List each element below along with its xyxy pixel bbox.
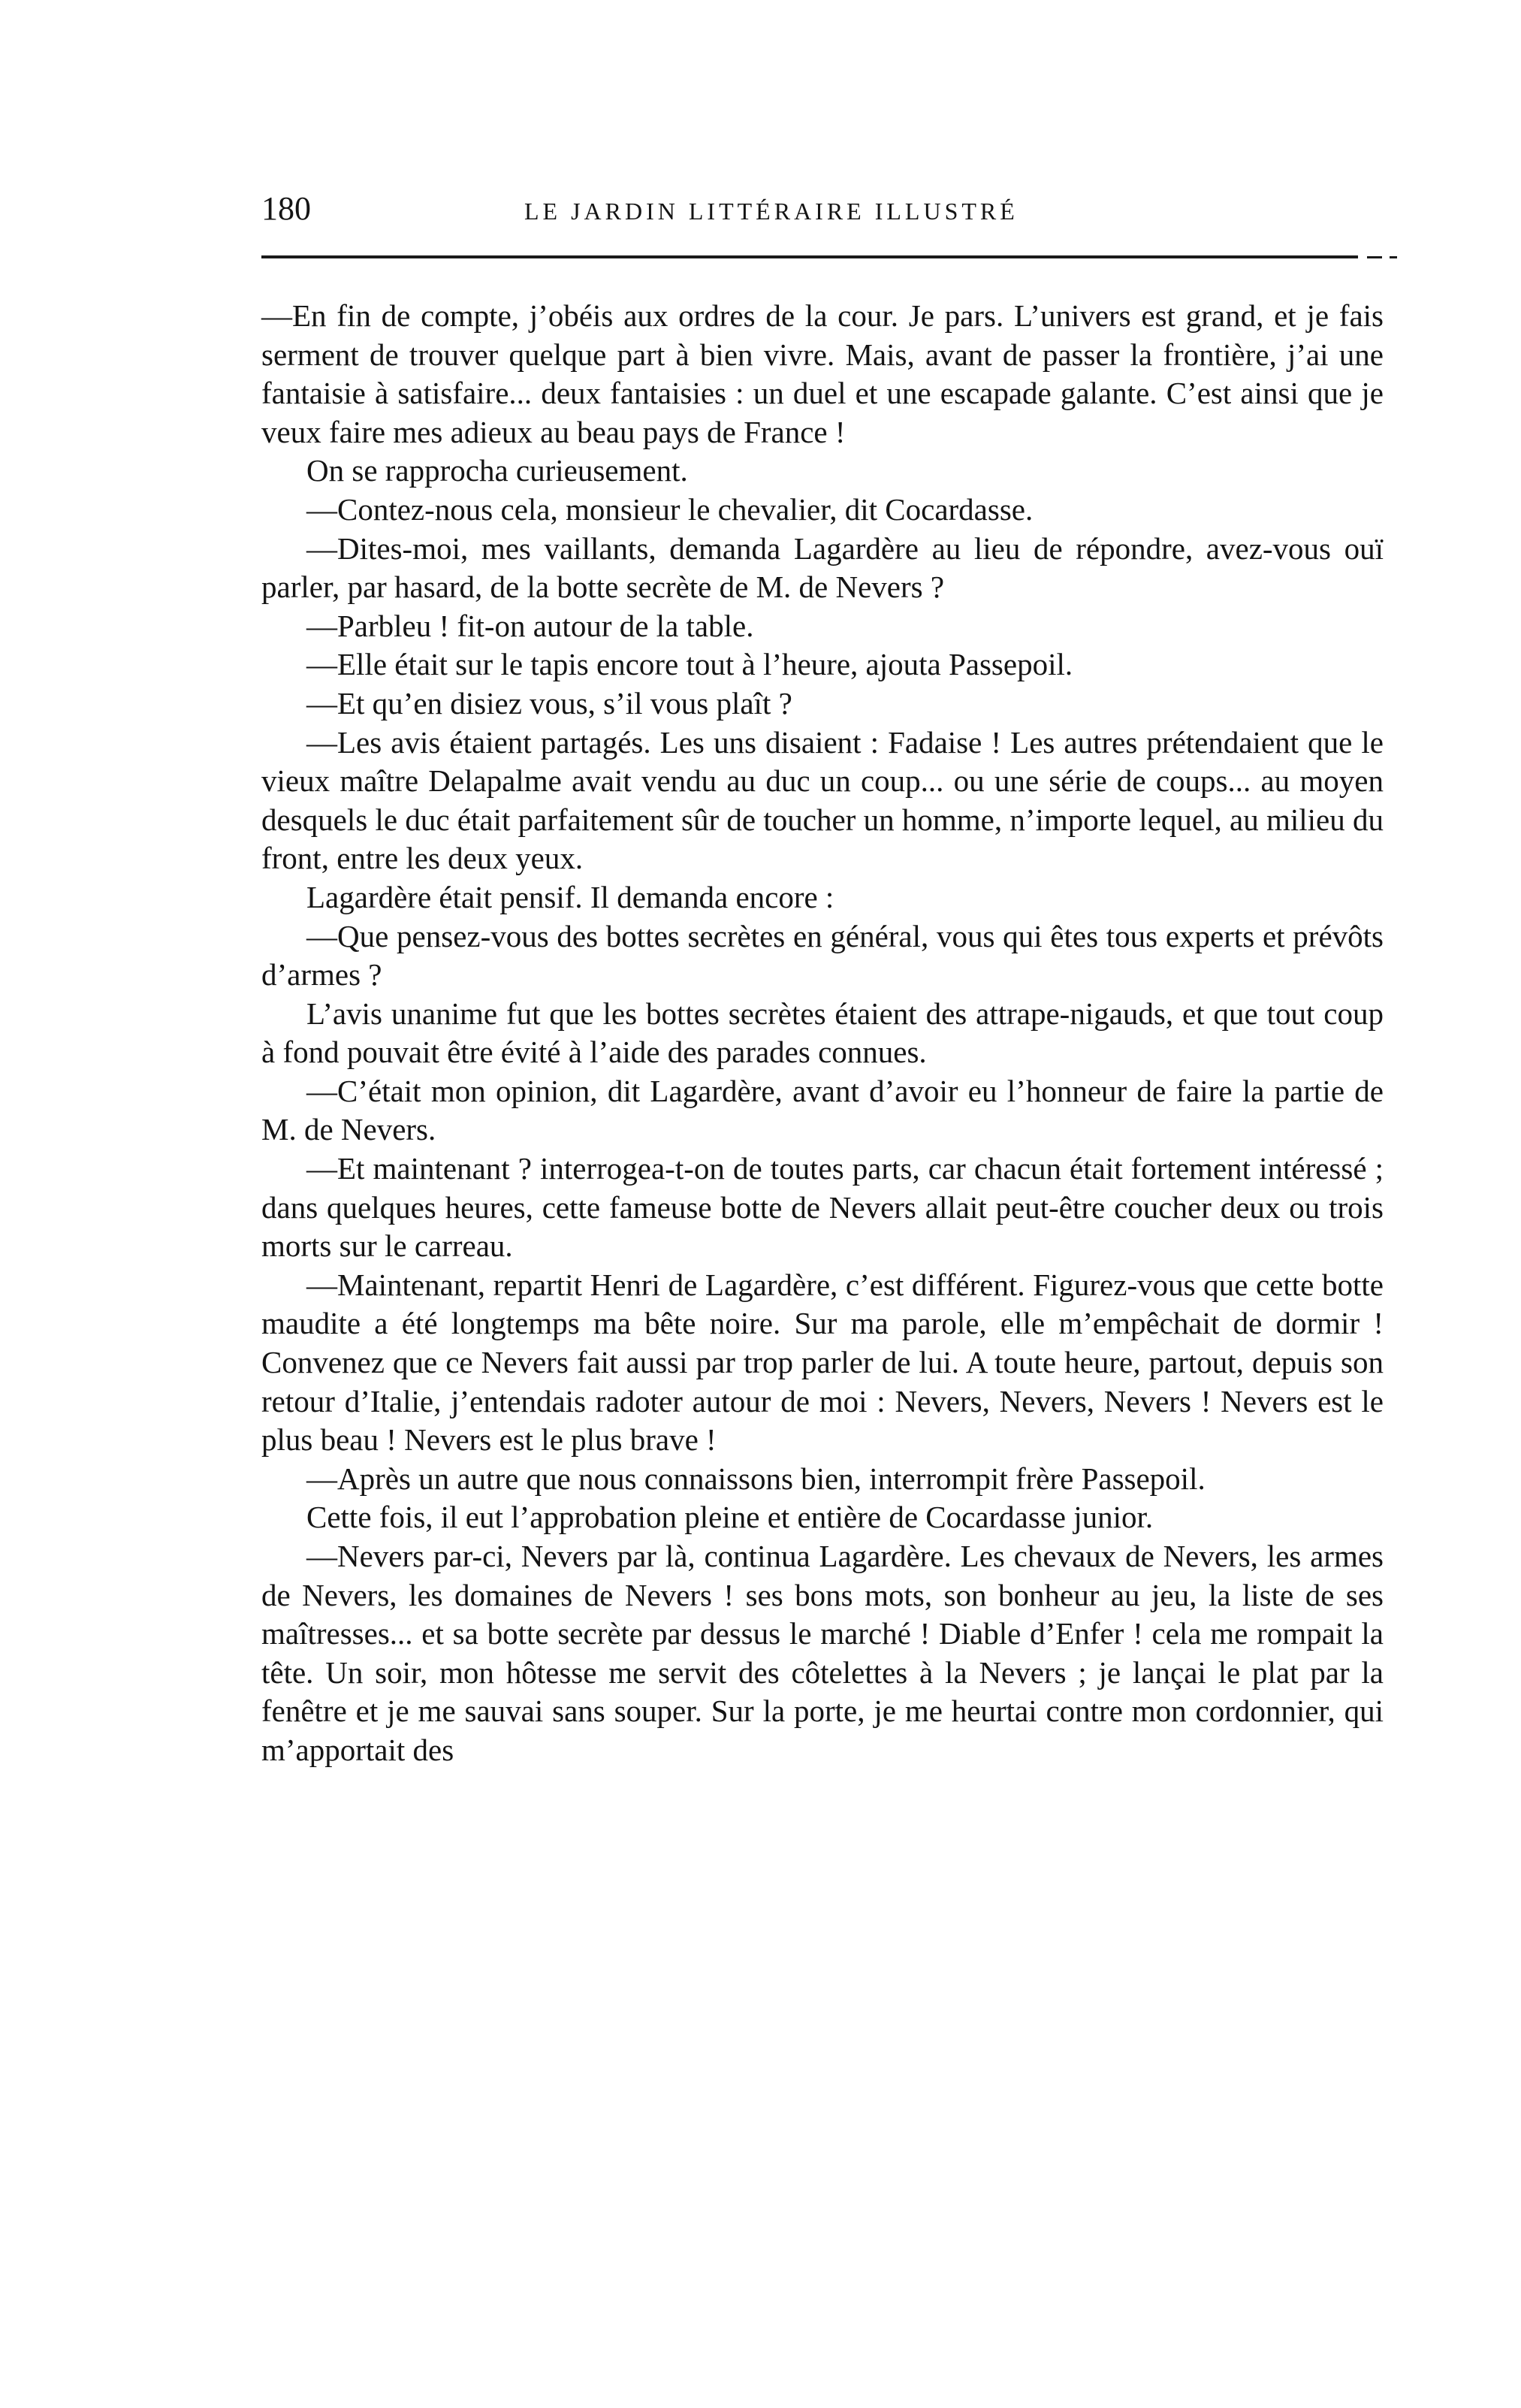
paragraph: —Et qu’en disiez vous, s’il vous plaît ?: [306, 685, 792, 721]
paragraph: —Maintenant, repartit Henri de Lagardère, c’est différent. Figurez-vous que cette botte maudite a été longtemps ma bête noire. Sur ma parole, elle m’empêchait de dormir ! Convenez que ce Nevers fait aussi par trop parler de lui. A toute heure, partout, depuis son retour d’Italie, j’entendais radoter autour de moi : Nevers, Nevers, Nevers ! Nevers est le plus beau ! Nevers est le plus brave !: [261, 1267, 1384, 1458]
paragraph: —C’était mon opinion, dit Lagardère, avant d’avoir eu l’honneur de faire la partie de M. de Nevers.: [261, 1073, 1384, 1147]
running-title: LE JARDIN LITTÉRAIRE ILLUSTRÉ: [524, 198, 1019, 225]
paragraph: —Que pensez-vous des bottes secrètes en général, vous qui êtes tous experts et prévôts d’armes ?: [261, 918, 1384, 993]
paragraph: —En fin de compte, j’obéis aux ordres de la cour. Je pars. L’univers est grand, et je fais serment de trouver quelque part à bien vivre. Mais, avant de passer la frontière, j’ai une fantaisie à satisfaire... deux fantaisies : un duel et une escapade galante. C’est ainsi que je veux faire mes adieux au beau pays de France !: [261, 298, 1384, 449]
body-text: [261, 297, 1384, 1770]
paragraph: —Parbleu ! fit-on autour de la table.: [306, 608, 754, 643]
paragraph: Cette fois, il eut l’approbation pleine et entière de Cocardasse junior.: [306, 1500, 1154, 1535]
header-rule-fragment: [1390, 256, 1397, 258]
header-rule-fragment: [1367, 256, 1382, 258]
paragraph: —Les avis étaient partagés. Les uns disaient : Fadaise ! Les autres prétendaient que le vieux maître Delapalme avait vendu au duc un coup... ou une série de coups... au moyen desquels le duc était parfaitement sûr de toucher un homme, n’importe lequel, au milieu du front, entre les deux yeux.: [261, 724, 1384, 876]
paragraph: —Après un autre que nous connaissons bien, interrompit frère Passepoil.: [306, 1461, 1206, 1496]
paragraph: Lagardère était pensif. Il demanda encore :: [306, 879, 834, 914]
paragraph: —Elle était sur le tapis encore tout à l’heure, ajouta Passepoil.: [306, 647, 1073, 682]
header-rule: [261, 255, 1358, 258]
page-number: 180: [261, 190, 311, 227]
paragraph: —Contez-nous cela, monsieur le chevalier, dit Cocardasse.: [306, 491, 1034, 527]
paragraph: —Et maintenant ? interrogea-t-on de toutes parts, car chacun était fortement intéressé ; dans quelques heures, cette fameuse botte de Nevers allait peut-être coucher deux ou trois morts sur le carreau.: [261, 1151, 1384, 1264]
paragraph: —Nevers par-ci, Nevers par là, continua Lagardère. Les chevaux de Nevers, les armes de Nevers, les domaines de Nevers ! ses bons mots, son bonheur au jeu, la liste de ses maîtresses... et sa botte secrète par dessus le marché ! Diable d’Enfer ! cela me rompait la tête. Un soir, mon hôtesse me servit des côtelettes à la Nevers ; je lançai le plat par la fenêtre et je me sauvai sans souper. Sur la porte, je me heurtai contre mon cordonnier, qui m’apportait des: [261, 1539, 1384, 1767]
page-header: [261, 179, 1411, 239]
paragraph: —Dites-moi, mes vaillants, demanda Lagardère au lieu de répondre, avez-vous ouï parler, par hasard, de la botte secrète de M. de Nevers ?: [261, 530, 1384, 605]
paragraph: L’avis unanime fut que les bottes secrètes étaient des attrape-nigauds, et que tout coup à fond pouvait être évité à l’aide des parades connues.: [261, 996, 1384, 1070]
paragraph: On se rapprocha curieusement.: [306, 453, 688, 488]
